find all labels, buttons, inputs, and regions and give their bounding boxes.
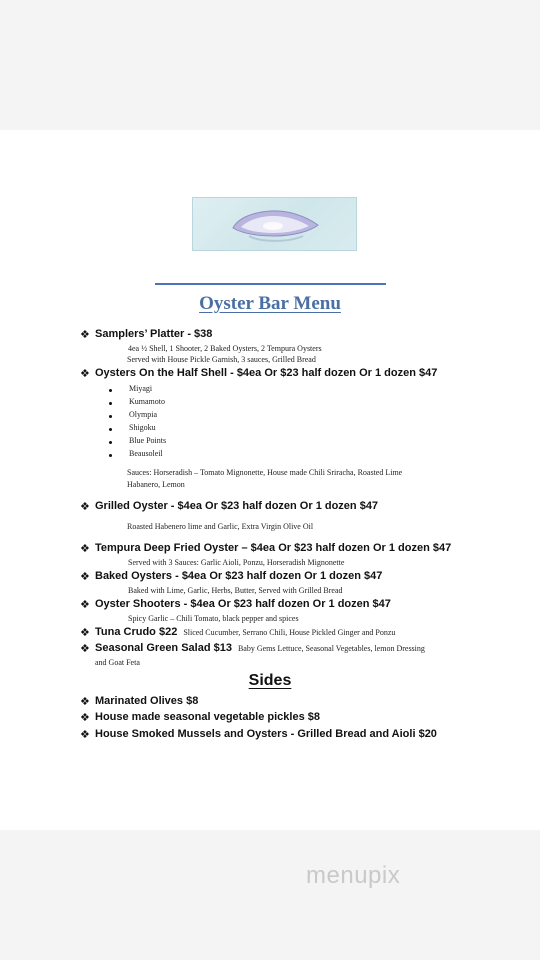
variety-item: Beausoleil [129, 449, 163, 458]
diamond-bullet-icon: ❖ [80, 711, 90, 724]
diamond-bullet-icon: ❖ [80, 542, 90, 555]
title-rule [155, 283, 386, 285]
samplers-platter-item: Samplers’ Platter - $38 [95, 328, 213, 340]
green-salad-item [95, 642, 425, 654]
menupix-watermark: menupix [306, 862, 401, 889]
half-shell-item: Oysters On the Half Shell - $4ea Or $23 half dozen Or 1 dozen $47 [95, 367, 438, 379]
variety-item: Kumamoto [129, 397, 165, 406]
tempura-oyster-item: Tempura Deep Fried Oyster – $4ea Or $23 half dozen Or 1 dozen $47 [95, 542, 452, 554]
variety-item: Miyagi [129, 384, 153, 393]
samplers-desc-line2: Served with House Pickle Garnish, 3 sauces, Grilled Bread [127, 355, 316, 364]
tuna-crudo-label: Tuna Crudo $22 [95, 626, 178, 638]
tempura-desc: Served with 3 Sauces: Garlic Aioli, Ponzu, Horseradish Mignonette [128, 558, 345, 567]
side-item: House Smoked Mussels and Oysters - Grilled Bread and Aioli $20 [95, 728, 437, 740]
green-salad-desc: Baby Gems Lettuce, Seasonal Vegetables, lemon Dressing [237, 644, 425, 653]
diamond-bullet-icon: ❖ [80, 367, 90, 380]
diamond-bullet-icon: ❖ [80, 695, 90, 708]
top-margin-band [0, 0, 540, 130]
variety-item: Olympia [129, 410, 157, 419]
diamond-bullet-icon: ❖ [80, 570, 90, 583]
list-bullet-icon [109, 389, 112, 392]
variety-item: Blue Points [129, 436, 167, 445]
sides-heading: Sides [248, 672, 292, 689]
side-item: House made seasonal vegetable pickles $8 [95, 711, 321, 723]
list-bullet-icon [109, 454, 112, 457]
menu-title: Oyster Bar Menu [199, 293, 341, 314]
bottom-margin-band [0, 830, 540, 960]
oyster-shell-logo [192, 197, 357, 251]
sauces-line2: Habanero, Lemon [127, 480, 185, 489]
grilled-desc: Roasted Habenero lime and Garlic, Extra Virgin Olive Oil [127, 522, 314, 531]
baked-desc: Baked with Lime, Garlic, Herbs, Butter, Served with Grilled Bread [128, 586, 343, 595]
sauces-line1: Sauces: Horseradish – Tomato Mignonette, House made Chili Sriracha, Roasted Lime [127, 468, 403, 477]
tuna-crudo-item [95, 626, 395, 638]
tuna-crudo-desc: Sliced Cucumber, Serrano Chili, House Pickled Ginger and Ponzu [183, 628, 396, 637]
list-bullet-icon [109, 428, 112, 431]
grilled-oyster-item: Grilled Oyster - $4ea Or $23 half dozen Or 1 dozen $47 [95, 500, 379, 512]
list-bullet-icon [109, 441, 112, 444]
oyster-shooters-item: Oyster Shooters - $4ea Or $23 half dozen Or 1 dozen $47 [95, 598, 391, 610]
diamond-bullet-icon: ❖ [80, 598, 90, 611]
baked-oysters-item: Baked Oysters - $4ea Or $23 half dozen Or 1 dozen $47 [95, 570, 383, 582]
shooters-desc: Spicy Garlic – Chili Tomato, black pepper and spices [128, 614, 299, 623]
diamond-bullet-icon: ❖ [80, 728, 90, 741]
diamond-bullet-icon: ❖ [80, 626, 90, 639]
variety-item: Shigoku [129, 423, 156, 432]
diamond-bullet-icon: ❖ [80, 642, 90, 655]
samplers-desc-line1: 4ea ½ Shell, 1 Shooter, 2 Baked Oysters, 2 Tempura Oysters [128, 344, 322, 353]
green-salad-desc-line2: and Goat Feta [95, 658, 140, 667]
side-item: Marinated Olives $8 [95, 695, 199, 707]
diamond-bullet-icon: ❖ [80, 328, 90, 341]
list-bullet-icon [109, 415, 112, 418]
diamond-bullet-icon: ❖ [80, 500, 90, 513]
green-salad-label: Seasonal Green Salad $13 [95, 642, 232, 654]
list-bullet-icon [109, 402, 112, 405]
